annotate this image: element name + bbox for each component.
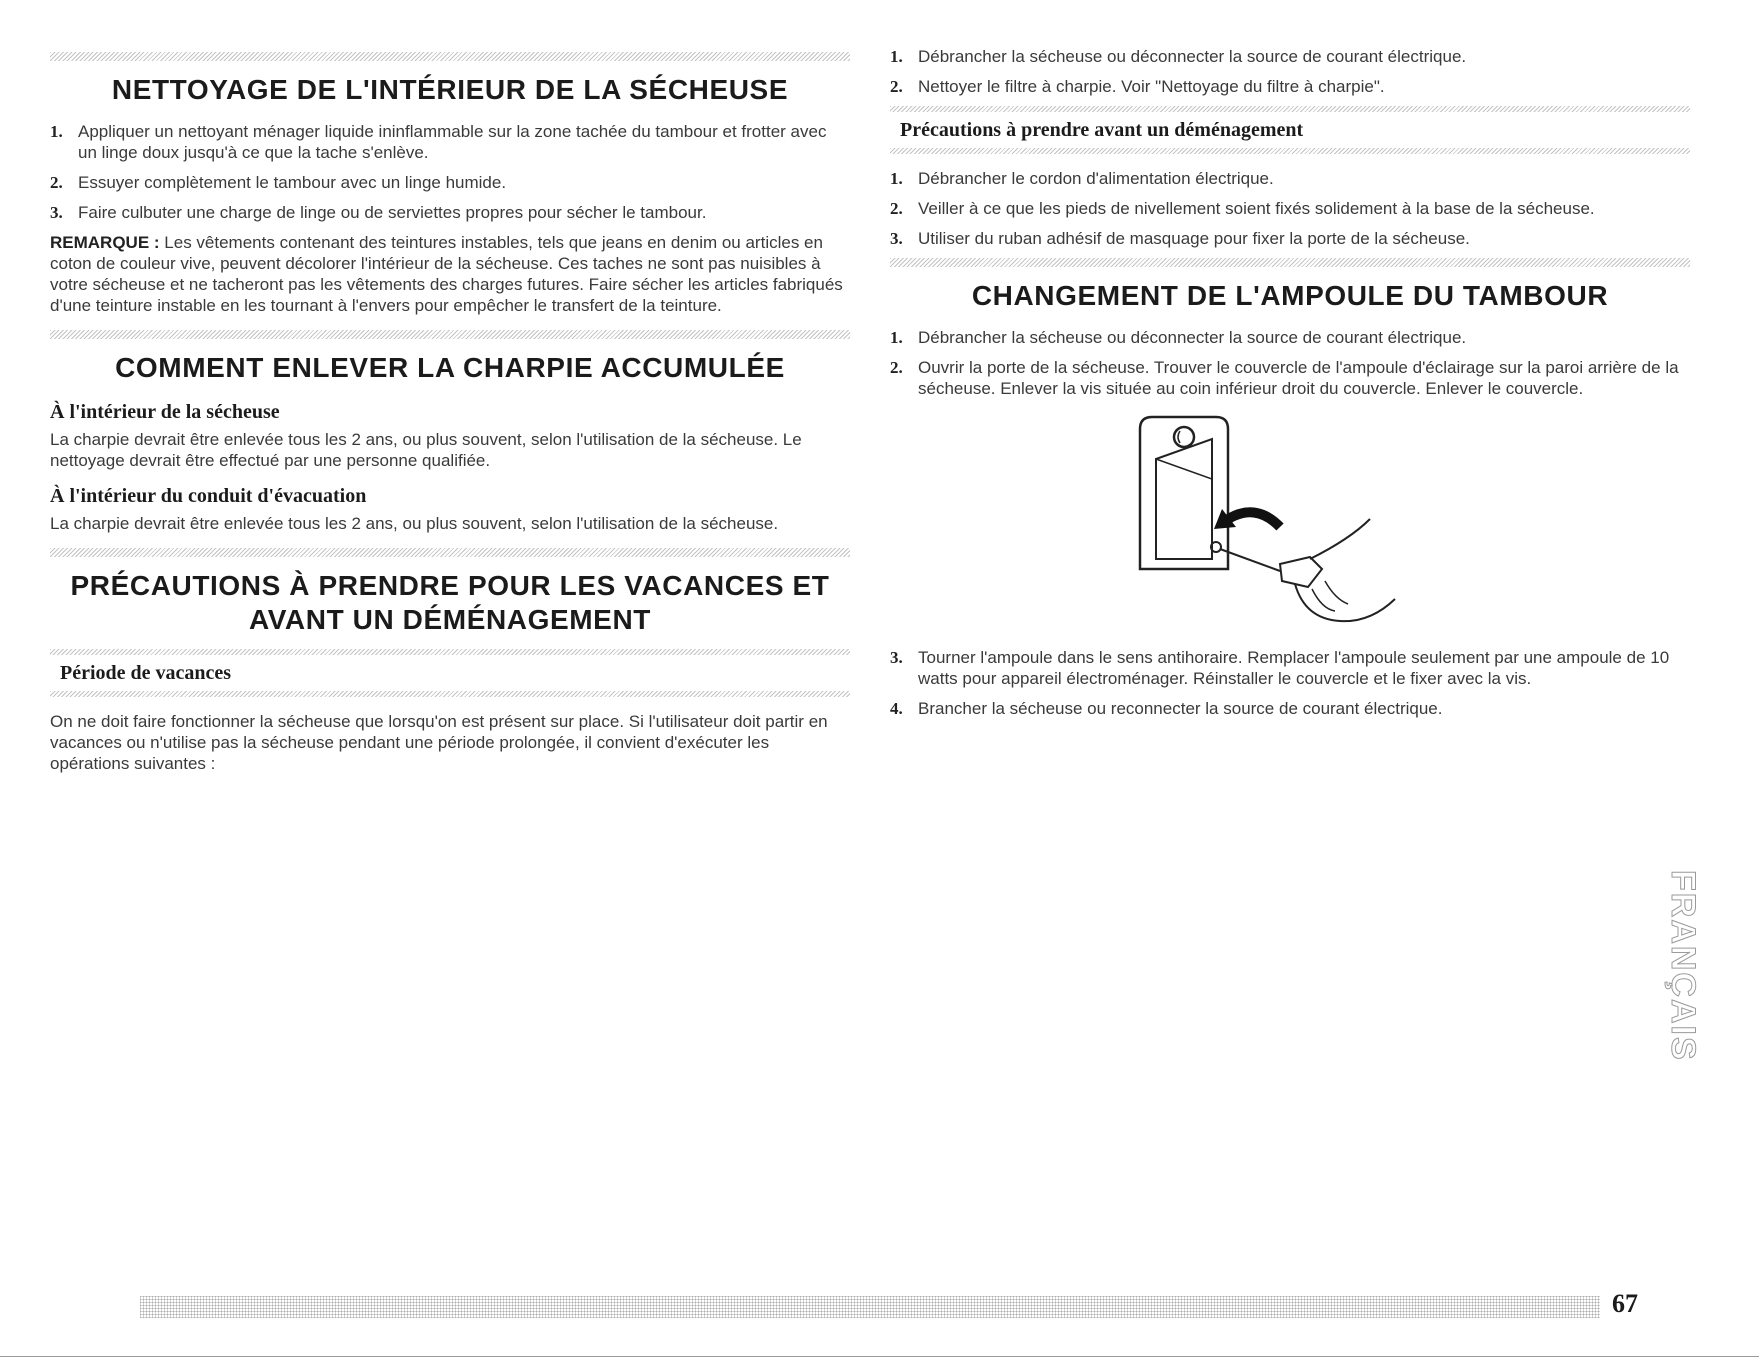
- step-number: 1.: [890, 328, 903, 347]
- step-item: [890, 698, 1690, 719]
- step-number: 3.: [890, 648, 903, 667]
- step-text: Utiliser du ruban adhésif de masquage pour fixer la porte de la sécheuse.: [918, 229, 1470, 248]
- step-number: 1.: [890, 169, 903, 188]
- subheading-moving: Précautions à prendre avant un déménagement: [900, 119, 1304, 141]
- section-divider: [890, 258, 1690, 267]
- vacation-paragraph: On ne doit faire fonctionner la sécheuse que lorsqu'on est présent sur place. Si l'utilisateur doit partir en vacances ou n'utilise pas la sécheuse pendant une période prolongée, il convient d'exécuter les opérations suivantes :: [50, 712, 828, 773]
- step-number: 3.: [50, 203, 63, 222]
- vacation-subheading-band: [50, 649, 850, 697]
- moving-subheading-band: [890, 106, 1690, 154]
- paragraph-exhaust-duct: La charpie devrait être enlevée tous les 2 ans, ou plus souvent, selon l'utilisation de la sécheuse.: [50, 514, 779, 533]
- bulb-cover-illustration: [1130, 409, 1430, 639]
- page-number: 67: [1612, 1289, 1638, 1318]
- note-label: REMARQUE :: [50, 233, 160, 252]
- hand-outline-top: [1310, 519, 1370, 559]
- step-number: 2.: [890, 358, 903, 377]
- step-item: [890, 357, 1690, 399]
- section-divider: [50, 52, 850, 61]
- step-number: 2.: [50, 173, 63, 192]
- step-text: Débrancher le cordon d'alimentation électrique.: [918, 169, 1274, 188]
- step-text: Appliquer un nettoyant ménager liquide ininflammable sur la zone tachée du tambour et frotter avec un linge doux jusqu'à ce que la tache s'enlève.: [78, 122, 827, 162]
- band-hatch-bottom: [890, 148, 1690, 154]
- note-text: Les vêtements contenant des teintures instables, tels que jeans en denim ou articles en coton de couleur vive, peuvent décolorer l'intérieur de la sécheuse. Ces taches ne sont pas nuisibles à votre sécheuse et ne tacheront pas les vêtements des charges futures. Faire sécher les articles fabriqués d'une teinture instable en les tournant à l'envers pour empêcher le transfert de la teinture.: [50, 233, 843, 315]
- finger-line: [1325, 581, 1348, 604]
- band-hatch-bottom: [50, 691, 850, 697]
- section-divider: [50, 548, 850, 557]
- step-text: Tourner l'ampoule dans le sens antihoraire. Remplacer l'ampoule seulement par une ampoule de 10 watts pour appareil électroménager. Réinstaller le couvercle et le fixer avec la vis.: [918, 648, 1670, 688]
- section-title-cleaning: NETTOYAGE DE L'INTÉRIEUR DE LA SÉCHEUSE: [111, 74, 789, 105]
- step-item: [890, 76, 1690, 97]
- step-text: Faire culbuter une charge de linge ou de serviettes propres pour sécher le tambour.: [78, 203, 707, 222]
- step-number: 4.: [890, 699, 903, 718]
- paragraph-inside-dryer: La charpie devrait être enlevée tous les 2 ans, ou plus souvent, selon l'utilisation de la sécheuse. Le nettoyage devrait être effectué par une personne qualifiée.: [50, 430, 802, 470]
- right-column: [890, 0, 1690, 728]
- step-number: 3.: [890, 229, 903, 248]
- cover-inner: [1156, 439, 1212, 559]
- footer-hatch-band: [140, 1296, 1600, 1318]
- bulb-steps-a: [890, 327, 1690, 399]
- step-item: [50, 202, 850, 223]
- subheading-inside-dryer: À l'intérieur de la sécheuse: [50, 401, 280, 423]
- bulb-steps-b: [890, 647, 1690, 719]
- step-item: [890, 46, 1690, 67]
- step-item: [890, 228, 1690, 249]
- step-item: [50, 121, 850, 163]
- band-hatch-top: [890, 106, 1690, 112]
- cover-lens-mark: [1178, 431, 1180, 443]
- step-text: Débrancher la sécheuse ou déconnecter la source de courant électrique.: [918, 328, 1467, 347]
- step-text: Débrancher la sécheuse ou déconnecter la source de courant électrique.: [918, 47, 1467, 66]
- vacation-steps: [890, 46, 1690, 97]
- step-number: 1.: [890, 47, 903, 66]
- cleaning-steps: [50, 121, 850, 223]
- left-column: [50, 0, 850, 774]
- band-hatch-top: [50, 649, 850, 655]
- step-text: Veiller à ce que les pieds de nivellement soient fixés solidement à la base de la sécheuse.: [918, 199, 1595, 218]
- moving-steps: [890, 168, 1690, 249]
- language-side-tab: FRANÇAIS: [1664, 870, 1702, 1062]
- bottom-rule: [0, 1356, 1759, 1357]
- subheading-vacation: Période de vacances: [60, 662, 232, 684]
- step-item: [890, 168, 1690, 189]
- step-item: [890, 647, 1690, 689]
- step-item: [890, 327, 1690, 348]
- step-item: [890, 198, 1690, 219]
- cover-inner-edge: [1156, 459, 1212, 559]
- section-title-vacation: [50, 569, 850, 637]
- step-number: 1.: [50, 122, 63, 141]
- step-text: Nettoyer le filtre à charpie. Voir "Nettoyage du filtre à charpie".: [918, 77, 1385, 96]
- subheading-exhaust-duct: À l'intérieur du conduit d'évacuation: [50, 485, 367, 507]
- step-number: 2.: [890, 199, 903, 218]
- step-text: Brancher la sécheuse ou reconnecter la source de courant électrique.: [918, 699, 1443, 718]
- step-item: [50, 172, 850, 193]
- section-title-lint: COMMENT ENLEVER LA CHARPIE ACCUMULÉE: [115, 352, 785, 383]
- step-text: Ouvrir la porte de la sécheuse. Trouver le couvercle de l'ampoule d'éclairage sur la paroi arrière de la sécheuse. Enlever la vis située au coin inférieur droit du couvercle. Enlever le couvercle.: [918, 358, 1679, 398]
- note-paragraph: [50, 232, 850, 316]
- section-title-bulb: CHANGEMENT DE L'AMPOULE DU TAMBOUR: [971, 280, 1609, 311]
- title-line-2: AVANT UN DÉMÉNAGEMENT: [248, 604, 651, 635]
- cover-outer: [1140, 417, 1228, 569]
- screwdriver-handle: [1280, 557, 1322, 587]
- section-divider: [50, 330, 850, 339]
- title-line-1: PRÉCAUTIONS À PRENDRE POUR LES VACANCES ET: [70, 570, 830, 601]
- step-number: 2.: [890, 77, 903, 96]
- step-text: Essuyer complètement le tambour avec un linge humide.: [78, 173, 507, 192]
- finger-line: [1312, 589, 1335, 611]
- cover-lens-circle: [1174, 427, 1194, 447]
